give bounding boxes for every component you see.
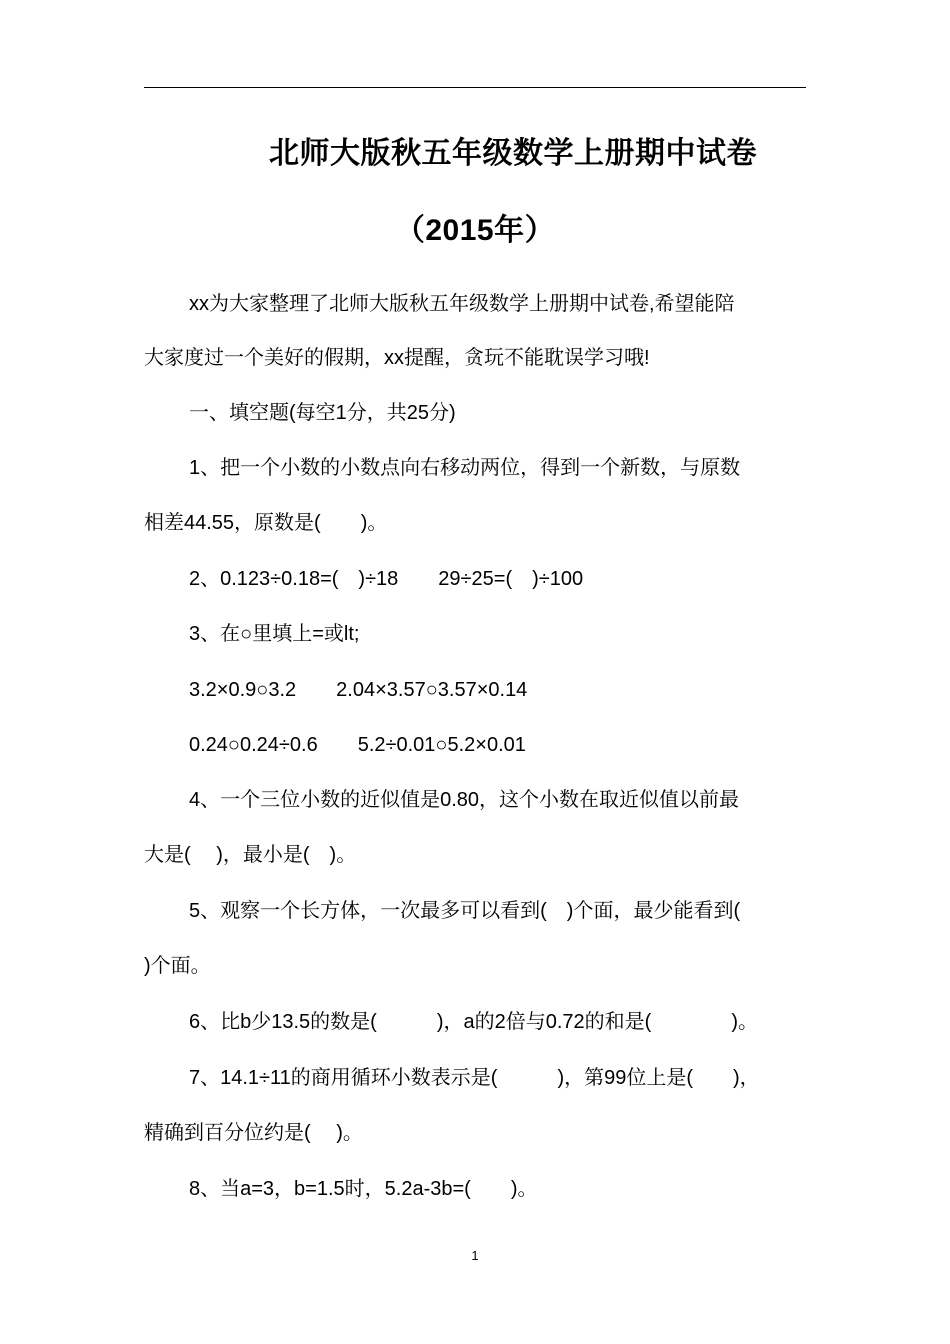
question-5-line-2: )个面。: [144, 955, 211, 977]
question-3-row-2: 0.24○0.24÷0.6 5.2÷0.01○5.2×0.01: [189, 734, 526, 756]
question-5-line-1: 5、观察一个长方体，一次最多可以看到( )个面，最少能看到(: [189, 900, 741, 922]
question-8: 8、当a=3，b=1.5时，5.2a-3b=( )。: [189, 1178, 538, 1200]
document-title: 北师大版秋五年级数学上册期中试卷: [269, 137, 757, 170]
question-1-line-2: 相差44.55，原数是( )。: [144, 512, 388, 534]
question-7-line-1: 7、14.1÷11的商用循环小数表示是( )，第99位上是( )，: [189, 1067, 760, 1089]
question-7-line-2: 精确到百分位约是( )。: [144, 1122, 363, 1144]
document-subtitle-year: （2015年）: [394, 214, 556, 247]
question-3: 3、在○里填上=或lt;: [189, 623, 360, 645]
header-rule: [144, 87, 806, 88]
question-2: 2、0.123÷0.18=( )÷18 29÷25=( )÷100: [189, 568, 584, 590]
section-heading: 一、填空题(每空1分，共25分): [189, 402, 456, 424]
intro-line-2: 大家度过一个美好的假期，xx提醒，贪玩不能耽误学习哦!: [144, 347, 650, 369]
question-4-line-1: 4、一个三位小数的近似值是0.80，这个小数在取近似值以前最: [189, 789, 740, 811]
question-6: 6、比b少13.5的数是( )，a的2倍与0.72的和是( )。: [189, 1011, 758, 1033]
question-4-line-2: 大是( )，最小是( )。: [144, 844, 357, 866]
page-number: 1: [471, 1248, 479, 1263]
intro-line-1: xx为大家整理了北师大版秋五年级数学上册期中试卷,希望能陪: [189, 293, 735, 315]
question-1-line-1: 1、把一个小数的小数点向右移动两位，得到一个新数，与原数: [189, 457, 741, 479]
question-3-row-1: 3.2×0.9○3.2 2.04×3.57○3.57×0.14: [189, 679, 528, 701]
